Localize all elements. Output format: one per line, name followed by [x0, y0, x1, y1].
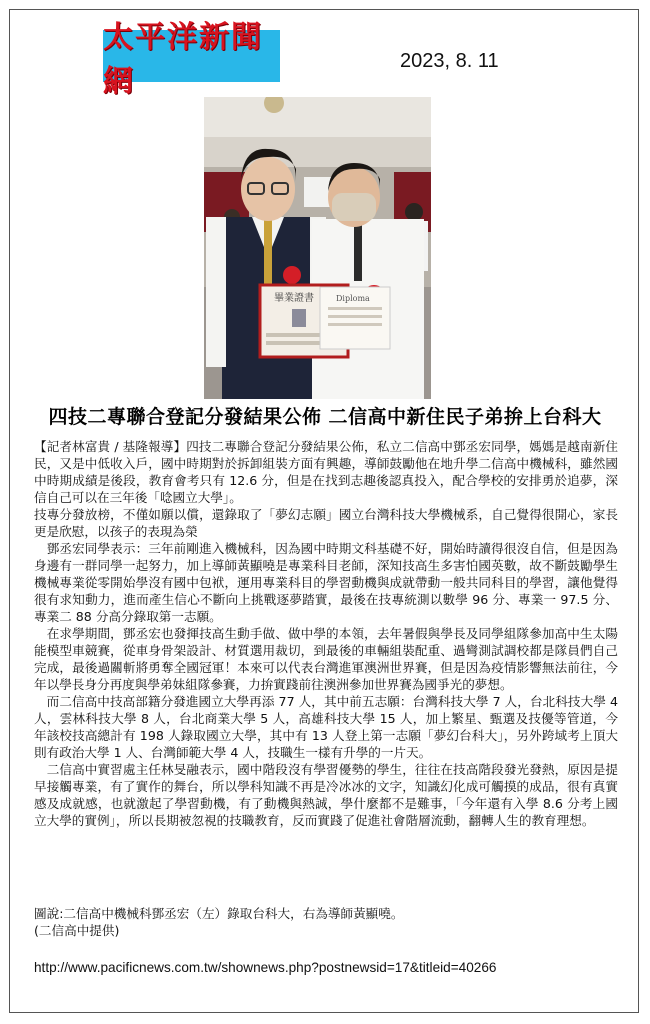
publication-date: 2023, 8. 11 [400, 50, 499, 72]
article-paragraph: 二信高中實習處主任林旻融表示，國中階段沒有學習優勢的學生，往往在技高階段發光發熱，原因是提早接觸專業，有了實作的舞台，所以學科知識不再是冷冰冰的文字，知識幻化成可觸摸的成品，很有真實感及成就感，也就激起了學習動機，有了動機與熱誠，學什麼都不是難事，「今年還有入學 8.6 分考上國立大學的實例」，所以長期被忽視的技職教育，反而實踐了促進社會階層流動，翻轉人生的教育理想。 [34, 762, 618, 828]
diploma-label: Diploma [336, 294, 370, 303]
article-paragraph: 技專分發放榜，不僅如願以償，還錄取了「夢幻志願」國立台灣科技大學機械系，自己覺得很開心，家長更是欣慰，以孩子的表現為榮 [34, 507, 618, 539]
article-paragraph: 【記者林富貴 / 基隆報導】四技二專聯合登記分發結果公佈，私立二信高中鄧丞宏同學，媽媽是越南新住民，又是中低收入戶，國中時期對於拆卸組裝方面有興趣，導師鼓勵他在地升學二信高中機械科，雖然國中時期成績是後段，教育會考只有 12.6 分，但是在找到志趣後認真投入，配合學校的安排勇於追夢，深信自己可以在三年後「唸國立大學」。 [34, 439, 618, 505]
certificate-title: 畢業證書 [274, 293, 314, 304]
article-body [34, 438, 618, 829]
photo-caption [34, 905, 618, 939]
article-paragraph: 鄧丞宏同學表示：三年前剛進入機械科，因為國中時期文科基礎不好，開始時讀得很沒自信，但是因為身邊有一群同學一起努力，加上導師黃顯嘵是專業科目老師，深知技高生多害怕國英數，故不斷鼓勵學生機械專業從零開始學沒有國中包袱，運用專業科目的學習動機與成就帶動一般共同科目的學習，讓他覺得很有求知動力，進而產生信心不斷向上挑戰逐夢踏實，最後在技專統測以數學 96 分、專業一 97.5 分、專業二 88 分高分錄取第一志願。 [34, 541, 618, 624]
article-paragraph: 在求學期間，鄧丞宏也發揮技高生動手做、做中學的本領，去年暑假與學長及同學組隊參加高中生太陽能模型車競賽，從車身骨架設計、材質選用裁切，到最後的車輛組裝配重、過彎測試調校都是隊員們自己完成，最後過關斬將勇奪全國冠軍！本來可以代表台灣進軍澳洲世界賽，但是因為疫情影響無法前往，今年以學長身分再度與學弟妹組隊參賽，力拚實踐前往澳洲參加世界賽為國爭光的夢想。 [34, 626, 618, 692]
logo-text: 太平洋新聞網 [103, 20, 263, 99]
photo-illustration [204, 97, 431, 399]
headline: 四技二專聯合登記分發結果公佈 二信高中新住民子弟拚上台科大 [48, 406, 602, 428]
masthead-logo [103, 20, 280, 99]
caption-line: 圖說:二信高中機械科鄧丞宏（左）錄取台科大，右為導師黃顯嘵。 [34, 906, 404, 921]
news-photo [204, 97, 431, 399]
caption-credit: (二信高中提供) [34, 923, 120, 938]
source-url: http://www.pacificnews.com.tw/shownews.php?postnewsid=17&titleid=40266 [34, 960, 497, 975]
article-paragraph: 而二信高中技高部籍分發進國立大學再添 77 人，其中前五志願：台灣科技大學 7 人，台北科技大學 4 人，雲林科技大學 8 人，台北商業大學 5 人，高雄科技大學 15 人，加上繁星、甄選及技優等管道，今年該校技高總計有 198 人錄取國立大學，其中有 13 人登上第一志願「夢幻台科大」，另外跨域考上頂大則有政治大學 1 人、台灣師範大學 4 人，技職生一樣有升學的一片天。 [34, 694, 618, 760]
